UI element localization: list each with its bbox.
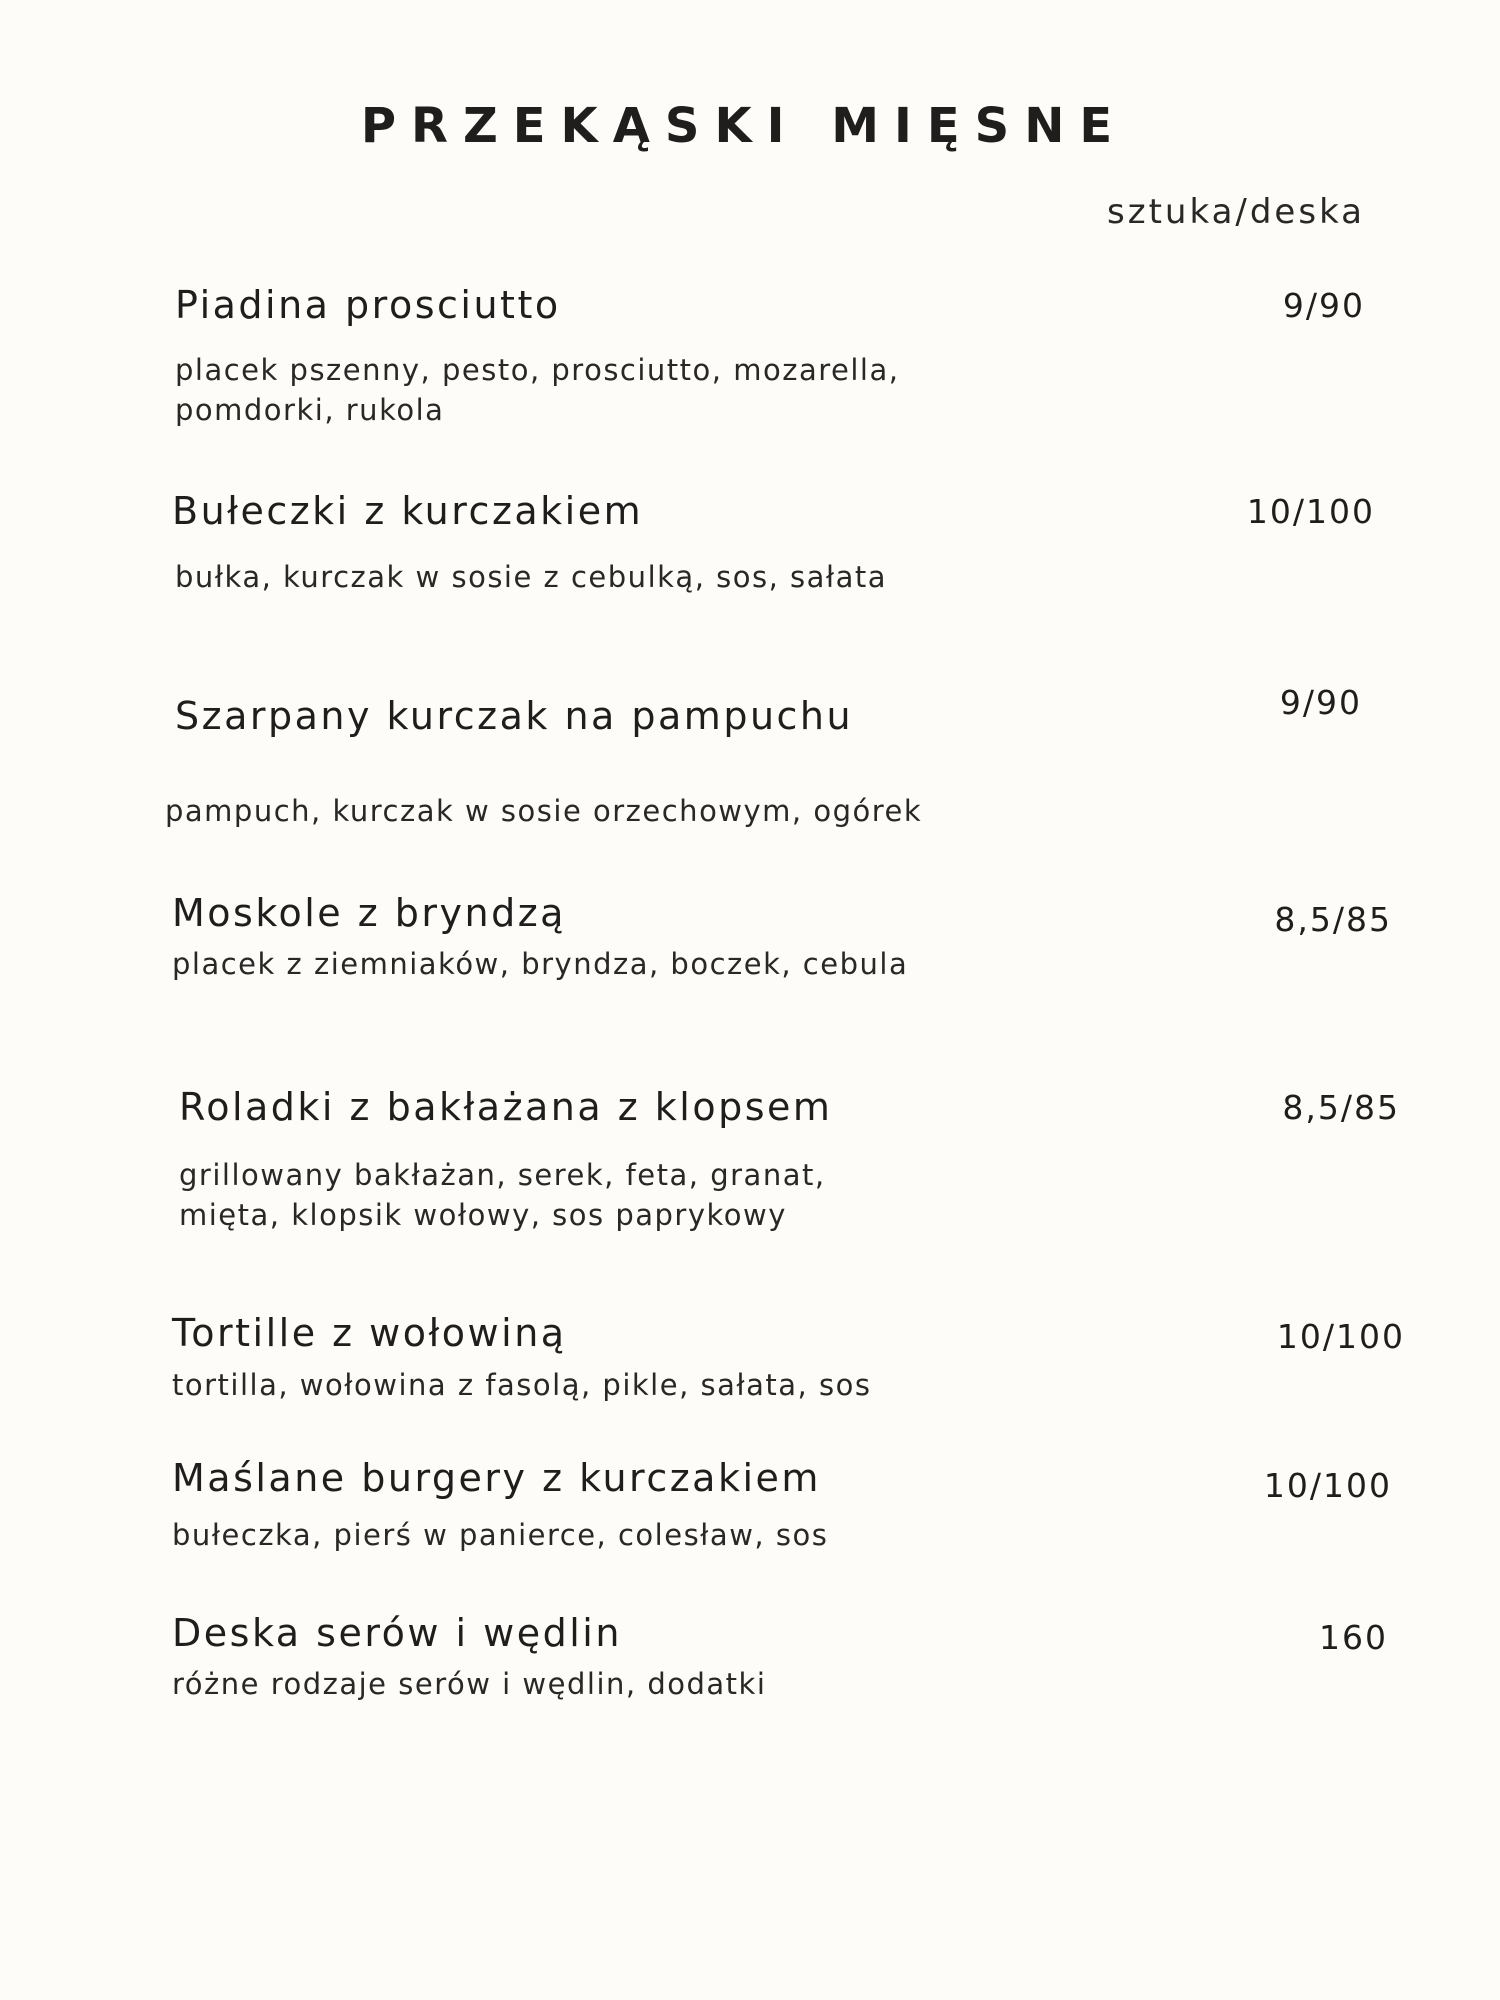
unit-header: sztuka/deska [1107,192,1365,232]
item-description-line: grillowany bakłażan, serek, feta, granat, [179,1158,826,1192]
item-description-line: różne rodzaje serów i wędlin, dodatki [172,1667,767,1701]
item-description-line: bułeczka, pierś w panierce, colesław, sos [172,1518,829,1552]
item-description-line: tortilla, wołowina z fasolą, pikle, sałata, sos [172,1368,872,1402]
item-description-line: bułka, kurczak w sosie z cebulką, sos, sałata [175,560,888,594]
item-name: Szarpany kurczak na pampuchu [175,694,854,738]
item-description [165,791,922,831]
item-name: Roladki z bakłażana z klopsem [179,1085,833,1129]
item-description [172,1365,871,1405]
item-price: 8,5/85 [1282,1088,1400,1127]
item-description [172,944,908,984]
item-price: 10/100 [1246,492,1375,531]
item-description-line: placek pszenny, pesto, prosciutto, mozarella, [175,353,900,387]
item-name: Moskole z bryndzą [172,891,566,935]
item-name: Maślane burgery z kurczakiem [172,1456,821,1500]
item-name: Deska serów i wędlin [172,1611,622,1655]
item-price: 9/90 [1282,286,1365,325]
item-price: 9/90 [1279,683,1362,722]
item-name: Piadina prosciutto [175,283,561,327]
item-price: 160 [1319,1618,1388,1657]
item-price: 10/100 [1276,1317,1405,1356]
item-description [172,1515,828,1555]
item-description [175,350,899,430]
item-description-line: placek z ziemniaków, bryndza, boczek, cebula [172,947,909,981]
item-description [175,557,887,597]
item-price: 8,5/85 [1274,900,1392,939]
page-title: PRZEKĄSKI MIĘSNE [360,98,1128,154]
item-name: Bułeczki z kurczakiem [172,489,644,533]
item-description [179,1155,826,1235]
item-description-line: pampuch, kurczak w sosie orzechowym, ogórek [165,794,923,828]
item-description-line: mięta, klopsik wołowy, sos paprykowy [179,1198,787,1232]
item-name: Tortille z wołowiną [172,1311,567,1355]
item-price: 10/100 [1263,1466,1392,1505]
item-description [172,1664,766,1704]
item-description-line: pomdorki, rukola [175,393,445,427]
